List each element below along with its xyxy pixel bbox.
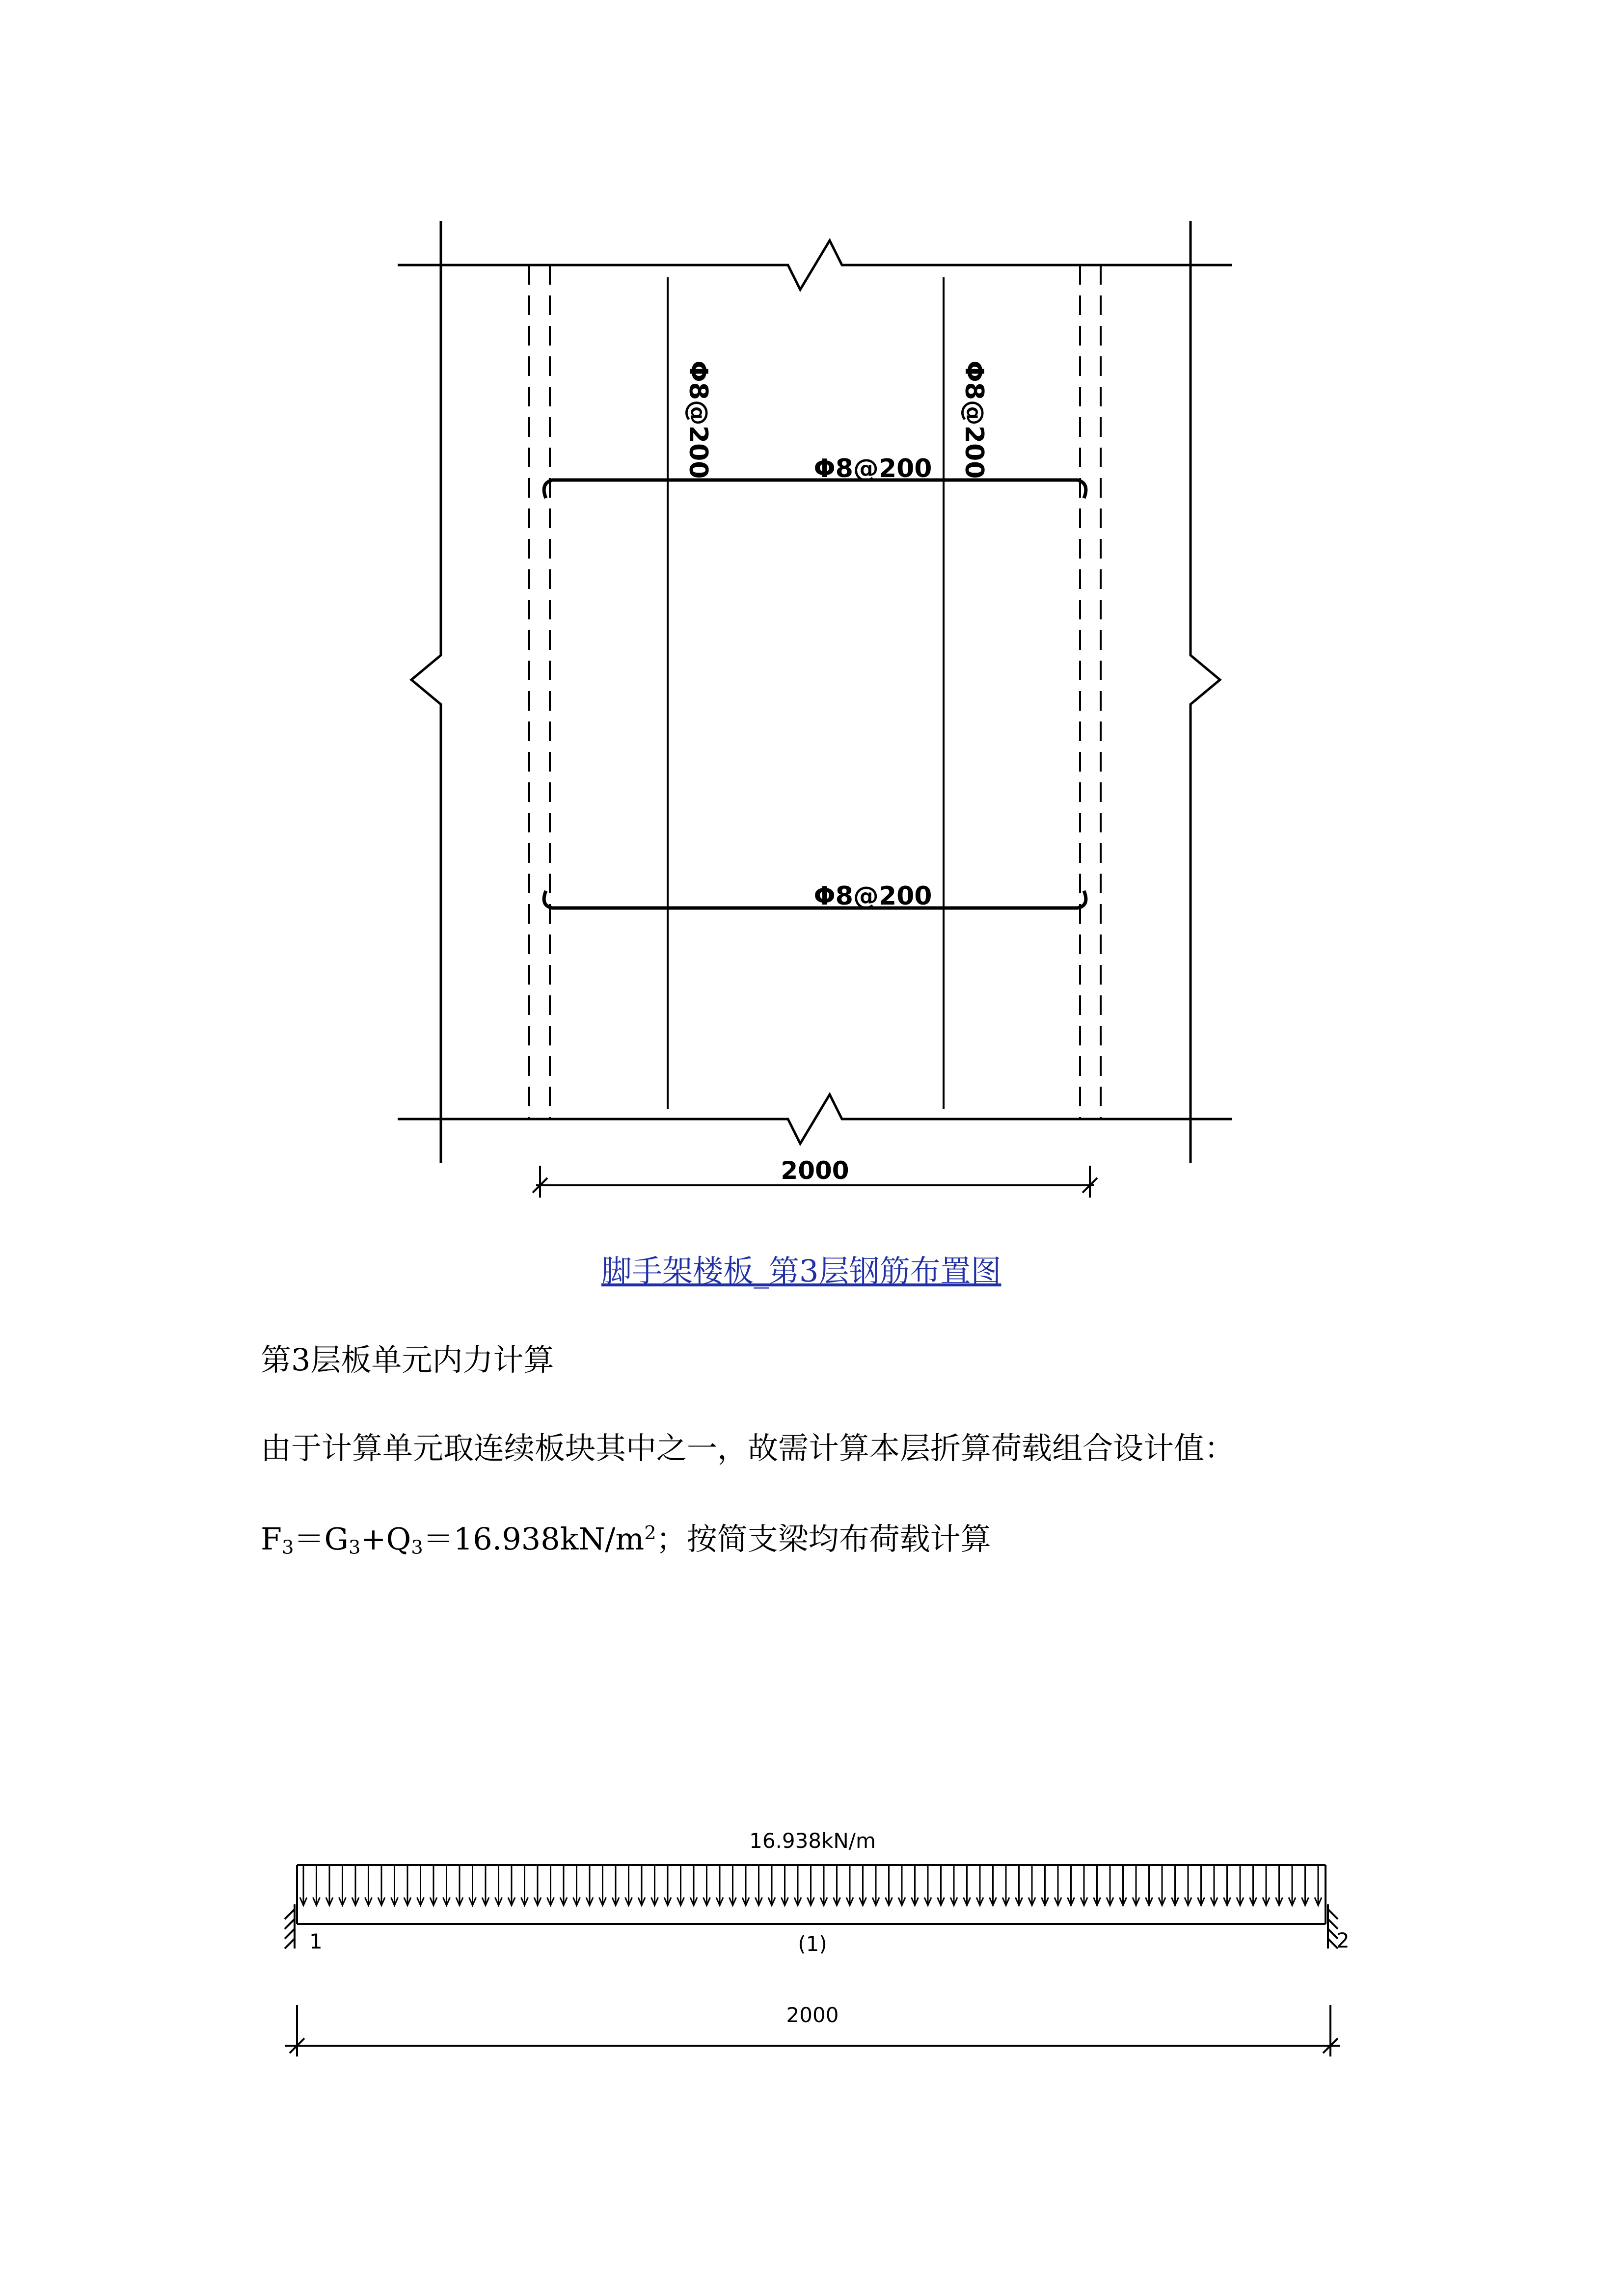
support-left-hatch [285,1929,295,1939]
figure-caption: 脚手架楼板_第3层钢筋布置图 [601,1253,1001,1289]
load-arrows [300,1866,1322,1905]
rebar-label-top: Φ8@200 [813,454,932,483]
intro-paragraph: 由于计算单元取连续板块其中之一，故需计算本层折算荷载组合设计值： [261,1430,1235,1466]
node-label-right: 2 [1336,1928,1350,1952]
formula-value: 16.938kN/m [453,1521,645,1557]
element-label: (1) [798,1932,827,1956]
distributed-load-label: 16.938kN/m [749,1829,876,1853]
formula-f-sub: 3 [282,1536,294,1559]
rebar-label-vertical-right: Φ8@200 [959,360,989,479]
support-left-hatch [285,1919,295,1929]
load-formula [261,1521,991,1559]
formula-g-sub: 3 [349,1536,361,1559]
section-heading: 第3层板单元内力计算 [261,1342,554,1378]
formula-eq2: ＝ [423,1521,454,1557]
rebar-label-bottom: Φ8@200 [813,881,932,911]
formula-tail: ；按简支梁均布荷载计算 [656,1521,991,1557]
top-boundary-line [398,240,1232,290]
support-left-hatch [285,1909,295,1919]
left-boundary-line [411,221,441,1163]
formula-unit-sup: 2 [644,1522,656,1544]
support-left-hatch [285,1939,295,1949]
node-label-left: 1 [309,1929,323,1953]
bottom-boundary-line [398,1095,1232,1144]
formula-q-sub: 3 [411,1536,423,1559]
beam-span-dimension: 2000 [786,2003,839,2027]
plan-span-dimension: 2000 [781,1156,849,1185]
support-right-hatch [1328,1909,1338,1919]
formula-f: F [261,1521,282,1557]
formula-eq1: ＝ [294,1521,325,1557]
beam-load-diagram [0,1806,1624,2101]
right-boundary-line [1191,221,1220,1163]
formula-g: G [324,1521,349,1557]
support-right-hatch [1328,1919,1338,1929]
formula-q: Q [386,1521,411,1557]
formula-plus: + [360,1521,386,1557]
rebar-label-vertical-left: Φ8@200 [683,360,713,479]
